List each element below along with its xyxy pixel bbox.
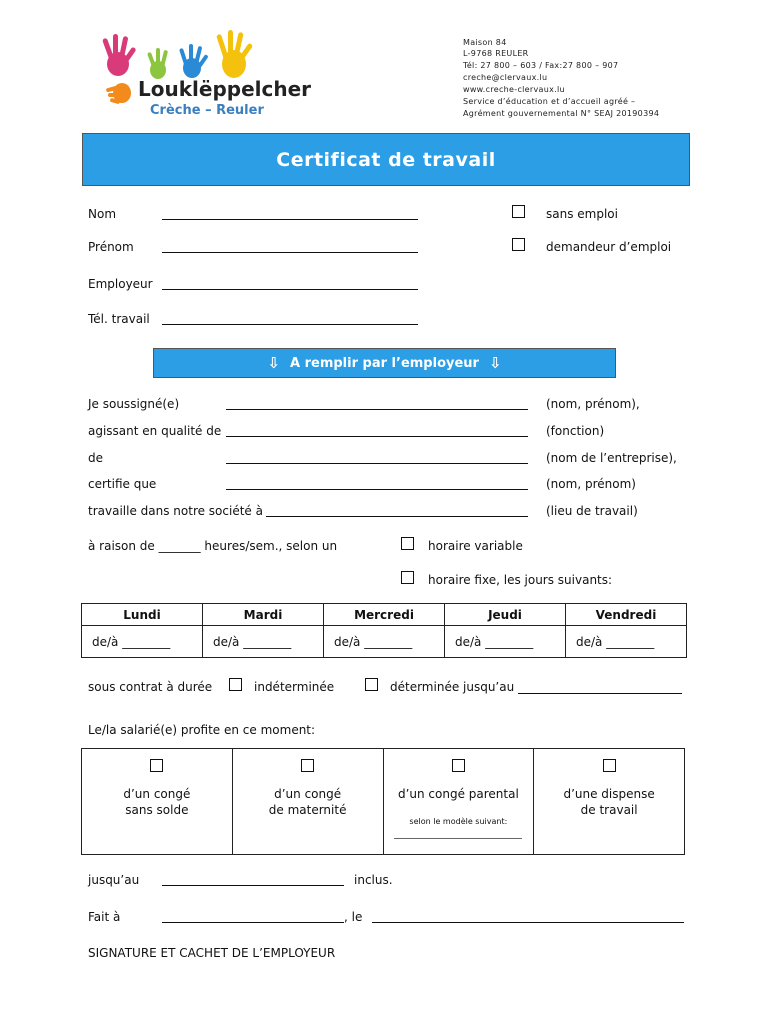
jusquau-label: jusqu’au (88, 873, 140, 887)
day-hours-cell[interactable]: de/à ________ (566, 626, 687, 658)
employeur-label: Employeur (88, 277, 153, 291)
jusquau-field[interactable] (162, 885, 344, 886)
tel-travail-label: Tél. travail (88, 312, 150, 326)
qualite-label: agissant en qualité de (88, 424, 222, 438)
dispense-checkbox[interactable] (603, 759, 616, 772)
yellow-hand-icon (216, 30, 253, 78)
day-header: Jeudi (445, 604, 566, 626)
logo-name: Louklëppelcher (138, 77, 312, 101)
employer-banner-text: A remplir par l’employeur (290, 355, 479, 371)
contrat-label: sous contrat à durée (88, 680, 213, 694)
day-header: Vendredi (566, 604, 687, 626)
address-line: Maison 84 (463, 38, 507, 47)
indeterminee-label: indéterminée (254, 680, 335, 694)
day-hours-cell[interactable]: de/à ________ (203, 626, 324, 658)
days-hours-row (82, 626, 687, 658)
parental-note: selon le modèle suivant: (409, 817, 508, 826)
indeterminee-checkbox[interactable] (229, 678, 242, 691)
parental-checkbox[interactable] (452, 759, 465, 772)
leave-option-line: de maternité (268, 803, 347, 817)
down-arrow-icon: ⇩ (267, 354, 281, 372)
day-hours-cell[interactable]: de/à ________ (445, 626, 566, 658)
horaire-variable-checkbox[interactable] (401, 537, 414, 550)
parental-model-field[interactable] (394, 838, 522, 839)
leave-table (81, 748, 685, 855)
certifie-label: certifie que (88, 477, 157, 491)
salarie-hint: (nom, prénom) (546, 477, 636, 491)
orange-hand-icon (104, 75, 134, 107)
soussigne-hint: (nom, prénom), (546, 397, 640, 411)
fonction-hint: (fonction) (546, 424, 605, 438)
address-line: www.creche-clervaux.lu (463, 85, 565, 94)
signature-label: SIGNATURE ET CACHET DE L’EMPLOYEUR (88, 946, 336, 960)
days-table (81, 603, 687, 658)
blue-hand-icon (179, 44, 209, 78)
employeur-field[interactable] (162, 289, 418, 290)
leave-option-line: d’une dispense (563, 787, 655, 801)
demandeur-emploi-checkbox[interactable] (512, 238, 525, 251)
creche-logo (100, 28, 310, 123)
down-arrow-icon: ⇩ (488, 354, 502, 372)
lieu-label: travaille dans notre société à (88, 504, 263, 518)
leave-option-parental (383, 749, 534, 855)
entreprise-field[interactable] (226, 463, 528, 464)
employer-section-banner (153, 348, 616, 378)
lieu-field[interactable] (266, 516, 528, 517)
fonction-field[interactable] (226, 436, 528, 437)
address-line: Agrément gouvernemental N° SEAJ 20190394 (463, 109, 660, 118)
sans-solde-checkbox[interactable] (150, 759, 163, 772)
day-header: Mardi (203, 604, 324, 626)
address-line: creche@clervaux.lu (463, 73, 548, 82)
logo-subtitle: Crèche – Reuler (150, 103, 264, 118)
tel-travail-field[interactable] (162, 324, 418, 325)
leave-option-line: d’un congé (123, 787, 191, 801)
prenom-label: Prénom (88, 240, 134, 254)
le-label: , le (344, 910, 363, 924)
fait-field[interactable] (162, 922, 344, 923)
leave-option-maternite (232, 749, 383, 855)
determinee-date-field[interactable] (518, 693, 682, 694)
leave-option-dispense (534, 749, 685, 855)
heures-label: à raison de _______ heures/sem., selon un (88, 539, 338, 553)
salarie-field[interactable] (226, 489, 528, 490)
prenom-field[interactable] (162, 252, 418, 253)
day-header: Mercredi (324, 604, 445, 626)
horaire-fixe-checkbox[interactable] (401, 571, 414, 584)
date-field[interactable] (372, 922, 684, 923)
address-line: Tél: 27 800 – 603 / Fax:27 800 – 907 (463, 61, 619, 70)
day-hours-cell[interactable]: de/à ________ (82, 626, 203, 658)
horaire-variable-label: horaire variable (428, 539, 523, 553)
maternite-checkbox[interactable] (301, 759, 314, 772)
soussigne-label: Je soussigné(e) (88, 397, 180, 411)
soussigne-field[interactable] (226, 409, 528, 410)
inclus-label: inclus. (354, 873, 393, 887)
determinee-checkbox[interactable] (365, 678, 378, 691)
leave-option-line: d’un congé parental (397, 787, 519, 801)
day-hours-cell[interactable]: de/à ________ (324, 626, 445, 658)
leave-option-line: de travail (580, 803, 638, 817)
leave-option-line: d’un congé (274, 787, 342, 801)
sans-emploi-label: sans emploi (546, 207, 618, 221)
address-line: Service d’éducation et d’accueil agréé – (463, 97, 636, 106)
day-header: Lundi (82, 604, 203, 626)
entreprise-hint: (nom de l’entreprise), (546, 451, 677, 465)
entreprise-label: de (88, 451, 103, 465)
sans-emploi-checkbox[interactable] (512, 205, 525, 218)
green-hand-icon (147, 48, 168, 79)
nom-field[interactable] (162, 219, 418, 220)
page-title: Certificat de travail (276, 148, 496, 171)
leave-intro: Le/la salarié(e) profite en ce moment: (88, 723, 316, 737)
leave-option-sans-solde (82, 749, 233, 855)
days-header-row (82, 604, 687, 626)
determinee-label: déterminée jusqu’au (390, 680, 515, 694)
demandeur-emploi-label: demandeur d’emploi (546, 240, 672, 254)
leave-option-line: sans solde (125, 803, 189, 817)
nom-label: Nom (88, 207, 117, 221)
address-line: L-9768 REULER (463, 49, 529, 58)
title-banner (82, 133, 690, 186)
red-hand-icon (102, 34, 137, 76)
fait-label: Fait à (88, 910, 121, 924)
horaire-fixe-label: horaire fixe, les jours suivants: (428, 573, 613, 587)
lieu-hint: (lieu de travail) (546, 504, 638, 518)
